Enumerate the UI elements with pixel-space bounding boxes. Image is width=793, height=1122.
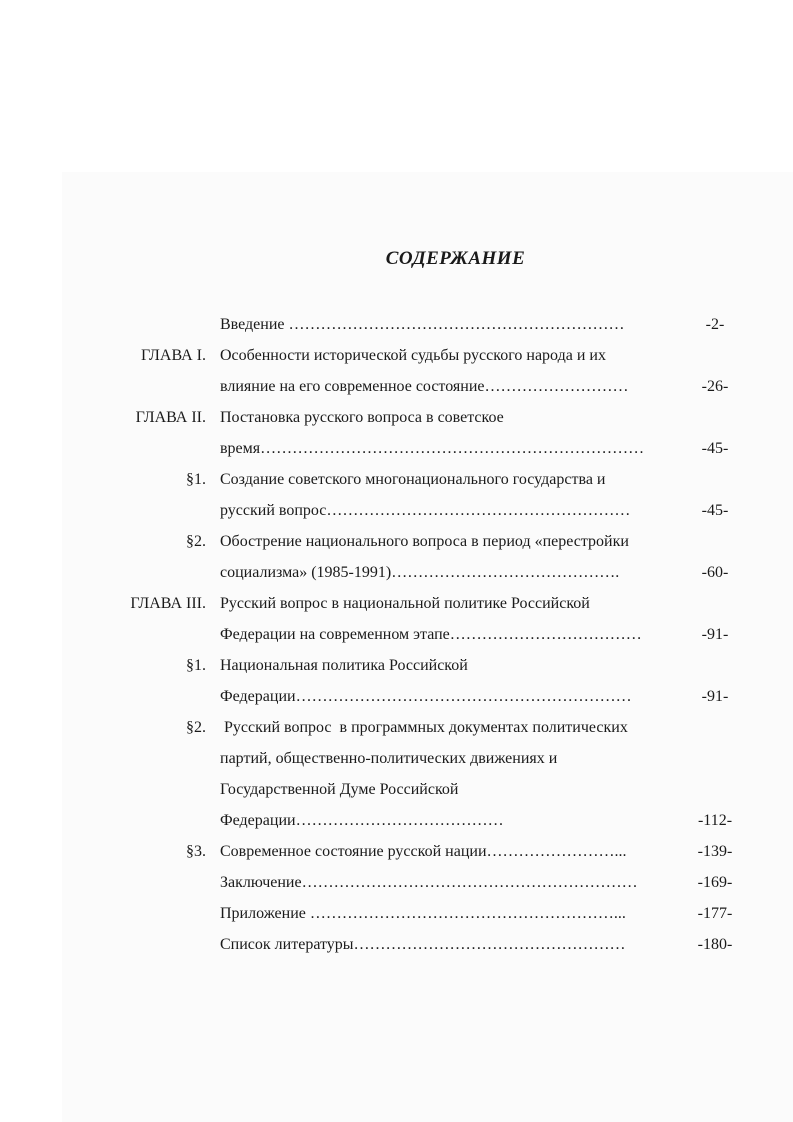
toc-entry-chapter-2-section-1	[0, 464, 793, 495]
toc-entry-text: Особенности исторической судьбы русского народа и их	[220, 347, 606, 364]
toc-chapter-label: ГЛАВА I.	[141, 347, 206, 364]
toc-entry-chapter-2-cont	[0, 433, 793, 464]
toc-entry-chapter-3-section-1	[0, 650, 793, 681]
toc-page-number: -112-	[697, 812, 733, 829]
toc-entry-text: Русский вопрос в программных документах политических	[220, 719, 628, 736]
toc-entry-text: Создание советского многонационального государства и	[220, 471, 606, 488]
toc-section-label: §2.	[186, 533, 206, 550]
toc-entry-text: русский вопрос…………………………………………………	[220, 502, 631, 519]
toc-entry-text: Список литературы……………………………………………	[220, 936, 626, 953]
toc-page-number: -45-	[701, 502, 729, 519]
toc-section-label: §1.	[186, 657, 206, 674]
toc-entry-chapter-3-section-2-cont	[0, 743, 793, 774]
toc-entry-text: Федерации…………………………………	[220, 812, 504, 829]
toc-entry-appendix	[0, 898, 793, 929]
toc-entry-chapter-3-cont	[0, 619, 793, 650]
toc-entry-chapter-2	[0, 402, 793, 433]
toc-page-number: -91-	[701, 688, 729, 705]
toc-page-number: -91-	[701, 626, 729, 643]
toc-entry-chapter-3	[0, 588, 793, 619]
toc-section-label: §1.	[186, 471, 206, 488]
toc-chapter-label: ГЛАВА II.	[135, 409, 206, 426]
toc-entry-chapter-3-section-2	[0, 712, 793, 743]
toc-entry-chapter-2-section-1-cont	[0, 495, 793, 526]
toc-entry-chapter-3-section-1-cont	[0, 681, 793, 712]
toc-entry-chapter-3-section-3	[0, 836, 793, 867]
toc-section-label: §3.	[186, 843, 206, 860]
toc-page-number: -169-	[697, 874, 733, 891]
toc-entry-text: влияние на его современное состояние………………………	[220, 378, 629, 395]
toc-entry-text: Русский вопрос в национальной политике Российской	[220, 595, 590, 612]
toc-section-label: §2.	[186, 719, 206, 736]
toc-entry-text: Приложение …………………………………………………...	[220, 905, 626, 922]
toc-entry-text: Федерации………………………………………………………	[220, 688, 632, 705]
toc-entry-references	[0, 929, 793, 960]
toc-entry-text: Постановка русского вопроса в советское	[220, 409, 504, 426]
toc-entry-introduction	[0, 309, 793, 340]
toc-entry-text: Федерации на современном этапе………………………………	[220, 626, 642, 643]
toc-entry-chapter-3-section-2-cont	[0, 805, 793, 836]
toc-entry-chapter-2-section-2	[0, 526, 793, 557]
toc-page-number: -139-	[697, 843, 733, 860]
toc-entry-chapter-1-cont	[0, 371, 793, 402]
toc-entry-text: социализма» (1985-1991)…………………………………….	[220, 564, 620, 581]
toc-page-number: -45-	[701, 440, 729, 457]
toc-page-number: -180-	[697, 936, 733, 953]
toc-entry-text: Современное состояние русской нации……………………...	[220, 843, 627, 860]
toc-entry-text: партий, общественно-политических движениях и	[220, 750, 558, 767]
table-of-contents	[0, 309, 793, 960]
toc-entry-conclusion	[0, 867, 793, 898]
toc-page-number: -2-	[705, 316, 725, 333]
toc-page-number: -60-	[701, 564, 729, 581]
toc-entry-text: Национальная политика Российской	[220, 657, 468, 674]
toc-page-number: -26-	[701, 378, 729, 395]
toc-entry-text: время………………………………………………………………	[220, 440, 645, 457]
toc-page-number: -177-	[697, 905, 733, 922]
toc-chapter-label: ГЛАВА III.	[130, 595, 206, 612]
toc-entry-chapter-3-section-2-cont	[0, 774, 793, 805]
toc-entry-text: Обострение национального вопроса в период «перестройки	[220, 533, 629, 550]
toc-entry-text: Введение ………………………………………………………	[220, 316, 625, 333]
toc-entry-chapter-1	[0, 340, 793, 371]
toc-entry-text: Государственной Думе Российской	[220, 781, 459, 798]
toc-entry-text: Заключение………………………………………………………	[220, 874, 638, 891]
toc-entry-chapter-2-section-2-cont	[0, 557, 793, 588]
page-title: СОДЕРЖАНИЕ	[385, 248, 526, 269]
